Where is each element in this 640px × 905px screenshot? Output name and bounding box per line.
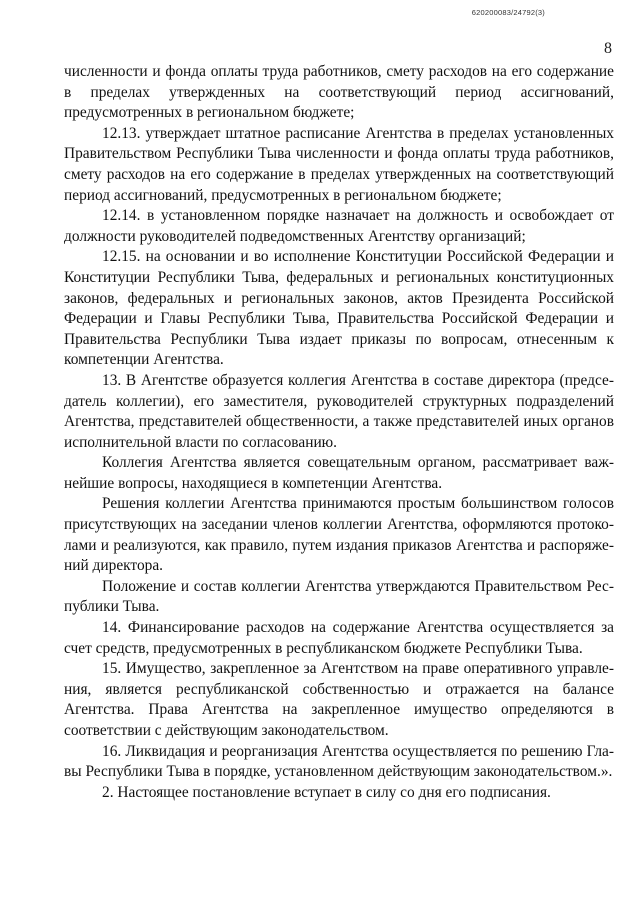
document-id: 620200083/24792(3) — [471, 8, 545, 17]
document-body — [64, 62, 614, 803]
paragraph-collegium-decisions: Решения коллегии Агентства принимаются простым большинством голосов присутствующих на заседании членов коллегии Агентства, оформляются протоколами и реализуются, как правило, путем издания приказов Агентства и распоряжений директора. — [64, 495, 614, 575]
paragraph-collegium-role: Коллегия Агентства является совещательным органом, рассматривает важнейшие вопросы, находящиеся в компетенции Агентства. — [64, 454, 614, 492]
paragraph-12-15: 12.15. на основании и во исполнение Конституции Российской Федерации и Конституции Республики Тыва, федеральных и региональных конституционных законов, федеральных и региональных законов, актов Президента Российской Федерации и Главы Республики Тыва, Правительства Российской Федерации и Правительства Республики Тыва издает приказы по вопросам, отнесенным к компетенции Агентства. — [64, 248, 614, 369]
paragraph-collegium-regulation: Положение и состав коллегии Агентства утверждаются Правительством Республики Тыва. — [64, 577, 614, 616]
paragraph-16: 16. Ликвидация и реорганизация Агентства осуществляется по решению Главы Республики Тыва в порядке, установленном действующим законодательством.». — [64, 742, 614, 781]
paragraph-12-14: 12.14. в установленном порядке назначает на должность и освобождает от должности руководителей подведомственных Агентству организаций; — [64, 207, 614, 245]
paragraph-12-13: 12.13. утверждает штатное расписание Агентства в пределах установленных Правительством Республики Тыва численности и фонда оплаты труда работников, смету расходов на его содержание в пределах утвержденных на соответствующий период ассигнований, предусмотренных в региональном бюджете; — [64, 124, 614, 204]
paragraph-13: 13. В Агентстве образуется коллегия Агентства в составе директора (председатель коллегии), его заместителя, руководителей структурных подразделений Агентства, представителей общественности, а также представителей иных органов исполнительной власти по согласованию. — [64, 371, 614, 451]
paragraph-14: 14. Финансирование расходов на содержание Агентства осуществляется за счет средств, предусмотренных в республиканском бюджете Республики Тыва. — [64, 619, 614, 657]
paragraph-2: 2. Настоящее постановление вступает в силу со дня его подписания. — [102, 783, 551, 801]
page-number: 8 — [604, 40, 612, 57]
paragraph-15: 15. Имущество, закрепленное за Агентством на праве оперативного управления, является республиканской собственностью и отражается на балансе Агентства. Права Агентства на закрепленное имущество определяются в соответствии с действующим законодательством. — [64, 660, 614, 739]
paragraph-continuation: численности и фонда оплаты труда работников, смету расходов на его содержание в пределах утвержденных на соответствующий период ассигнований, предусмотренных в региональном бюджете; — [64, 63, 614, 122]
